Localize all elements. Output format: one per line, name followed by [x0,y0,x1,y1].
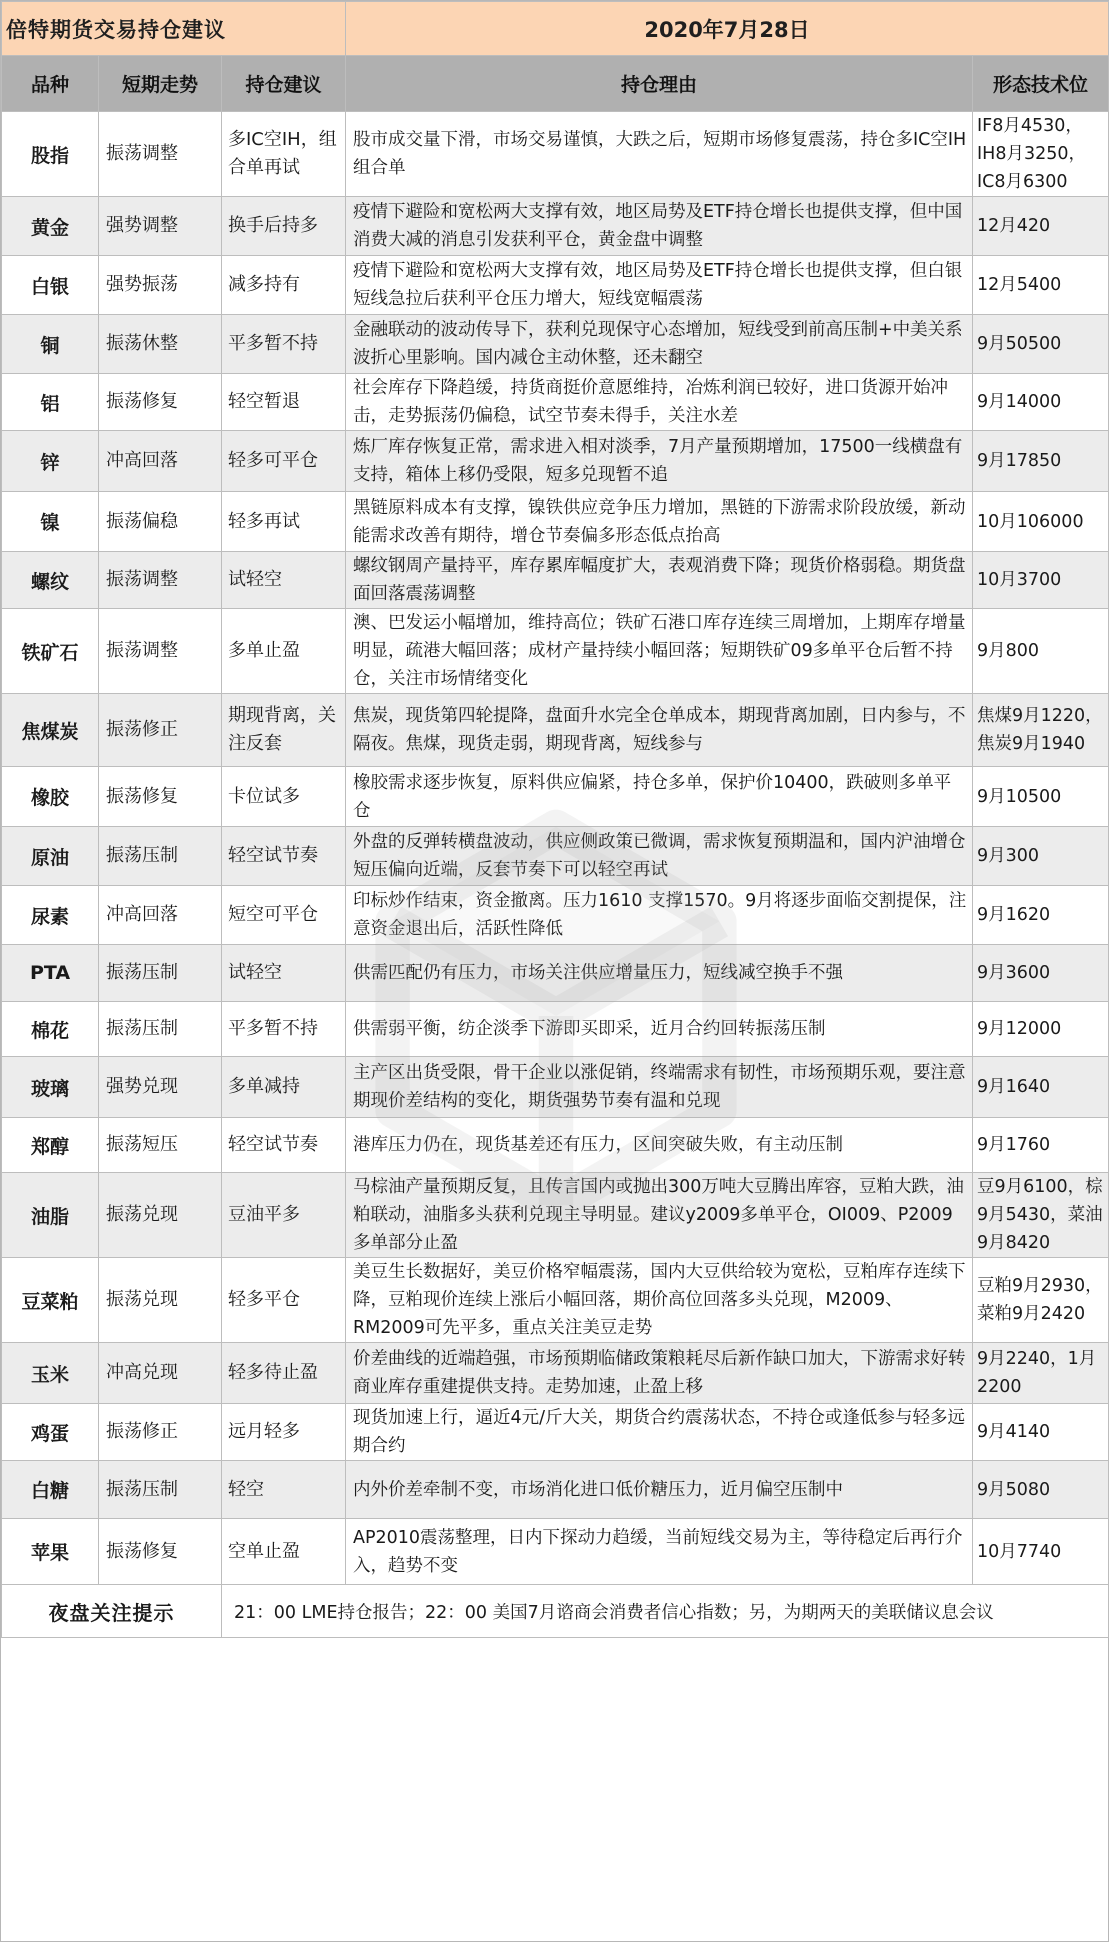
reason-cell: 螺纹钢周产量持平，库存累库幅度扩大，表观消费下降；现货价格弱稳。期货盘面回落震荡调整 [346,552,973,609]
trend-cell: 振荡兑现 [99,1258,222,1343]
advice-cell: 轻空试节奏 [222,827,346,886]
trend-cell: 振荡修正 [99,1404,222,1461]
tech-level-cell: 9月3600 [973,945,1109,1002]
reason-cell: 价差曲线的近端趋强，市场预期临储政策粮耗尽后新作缺口加大，下游需求好转商业库存重建提供支持。走势加速，止盈上移 [346,1343,973,1404]
table-row [2,767,1109,827]
tech-level-cell: 9月50500 [973,315,1109,374]
tech-level-cell: 9月5080 [973,1461,1109,1519]
title-row [2,2,1109,56]
table-row [2,945,1109,1002]
trend-cell: 振荡修复 [99,374,222,431]
table-row [2,1173,1109,1258]
advice-cell: 卡位试多 [222,767,346,827]
reason-cell: 印标炒作结束，资金撤离。压力1610 支撑1570。9月将逐步面临交割提保，注意资金退出后，活跃性降低 [346,886,973,945]
advice-cell: 轻多平仓 [222,1258,346,1343]
variety-cell: 铁矿石 [2,609,99,694]
reason-cell: 黑链原料成本有支撑，镍铁供应竞争压力增加，黑链的下游需求阶段放缓，新动能需求改善有期待，增仓节奏偏多形态低点抬高 [346,492,973,552]
reason-cell: 内外价差牵制不变，市场消化进口低价糖压力，近月偏空压制中 [346,1461,973,1519]
tech-level-cell: 10月3700 [973,552,1109,609]
trend-cell: 冲高兑现 [99,1343,222,1404]
tech-level-cell: 9月17850 [973,431,1109,492]
reason-cell: 澳、巴发运小幅增加，维持高位；铁矿石港口库存连续三周增加，上期库存增量明显，疏港大幅回落；成材产量持续小幅回落；短期铁矿09多单平仓后暂不持仓，关注市场情绪变化 [346,609,973,694]
reason-cell: 橡胶需求逐步恢复，原料供应偏紧，持仓多单，保护价10400，跌破则多单平仓 [346,767,973,827]
reason-cell: AP2010震荡整理，日内下探动力趋缓，当前短线交易为主，等待稳定后再行介入，趋势不变 [346,1519,973,1585]
trend-cell: 振荡压制 [99,1002,222,1057]
header-advice: 持仓建议 [222,56,346,112]
table-row [2,492,1109,552]
variety-cell: 橡胶 [2,767,99,827]
advice-cell: 平多暂不持 [222,315,346,374]
variety-cell: 锌 [2,431,99,492]
table-row [2,1002,1109,1057]
reason-cell: 金融联动的波动传导下，获利兑现保守心态增加，短线受到前高压制+中美关系波折心里影响。国内减仓主动休整，还未翻空 [346,315,973,374]
variety-cell: PTA [2,945,99,1002]
variety-cell: 股指 [2,112,99,197]
table-row [2,1258,1109,1343]
variety-cell: 螺纹 [2,552,99,609]
tech-level-cell: 12月5400 [973,256,1109,315]
header-tech-level: 形态技术位 [973,56,1109,112]
variety-cell: 鸡蛋 [2,1404,99,1461]
variety-cell: 苹果 [2,1519,99,1585]
advice-cell: 期现背离，关注反套 [222,694,346,767]
advice-cell: 轻空暂退 [222,374,346,431]
tech-level-cell: 9月1760 [973,1118,1109,1173]
table-body [2,112,1109,1585]
reason-cell: 马棕油产量预期反复，且传言国内或抛出300万吨大豆腾出库容，豆粕大跌，油粕联动，油脂多头获利兑现主导明显。建议y2009多单平仓，OI009、P2009多单部分止盈 [346,1173,973,1258]
tech-level-cell: 10月7740 [973,1519,1109,1585]
trend-cell: 强势兑现 [99,1057,222,1118]
variety-cell: 黄金 [2,197,99,256]
table-row [2,1519,1109,1585]
variety-cell: 镍 [2,492,99,552]
trend-cell: 振荡压制 [99,945,222,1002]
trend-cell: 冲高回落 [99,886,222,945]
variety-cell: 焦煤炭 [2,694,99,767]
advice-cell: 轻多待止盈 [222,1343,346,1404]
table-row [2,1461,1109,1519]
variety-cell: 豆菜粕 [2,1258,99,1343]
tech-level-cell: 10月106000 [973,492,1109,552]
table-row [2,827,1109,886]
variety-cell: 原油 [2,827,99,886]
advice-cell: 多单止盈 [222,609,346,694]
header-trend: 短期走势 [99,56,222,112]
trend-cell: 冲高回落 [99,431,222,492]
table-row [2,374,1109,431]
advice-cell: 短空可平仓 [222,886,346,945]
sheet-date: 2020年7月28日 [346,2,1109,56]
reason-cell: 股市成交量下滑，市场交易谨慎，大跌之后，短期市场修复震荡，持仓多IC空IH组合单 [346,112,973,197]
advice-cell: 远月轻多 [222,1404,346,1461]
reason-cell: 社会库存下降趋缓，持货商挺价意愿维持，冶炼利润已较好，进口货源开始冲击，走势振荡仍偏稳，试空节奏未得手，关注水差 [346,374,973,431]
reason-cell: 疫情下避险和宽松两大支撑有效，地区局势及ETF持仓增长也提供支撑，但中国消费大减的消息引发获利平仓，黄金盘中调整 [346,197,973,256]
trend-cell: 振荡休整 [99,315,222,374]
header-reason: 持仓理由 [346,56,973,112]
advice-cell: 多IC空IH，组合单再试 [222,112,346,197]
advice-cell: 轻空试节奏 [222,1118,346,1173]
advice-cell: 空单止盈 [222,1519,346,1585]
tech-level-cell: 9月12000 [973,1002,1109,1057]
header-row [2,56,1109,112]
advice-table [1,1,1109,1638]
advice-cell: 试轻空 [222,552,346,609]
header-variety: 品种 [2,56,99,112]
tech-level-cell: 9月1640 [973,1057,1109,1118]
reason-cell: 供需弱平衡，纺企淡季下游即买即采，近月合约回转振荡压制 [346,1002,973,1057]
tech-level-cell: 豆9月6100，棕9月5430，菜油9月8420 [973,1173,1109,1258]
reason-cell: 焦炭，现货第四轮提降，盘面升水完全仓单成本，期现背离加剧，日内参与，不隔夜。焦煤，现货走弱，期现背离，短线参与 [346,694,973,767]
trend-cell: 强势调整 [99,197,222,256]
tech-level-cell: 9月10500 [973,767,1109,827]
advice-cell: 轻多再试 [222,492,346,552]
advice-cell: 试轻空 [222,945,346,1002]
tech-level-cell: 9月2240，1月2200 [973,1343,1109,1404]
trend-cell: 振荡调整 [99,552,222,609]
footer-row [2,1585,1109,1638]
variety-cell: 棉花 [2,1002,99,1057]
variety-cell: 玻璃 [2,1057,99,1118]
trend-cell: 振荡调整 [99,609,222,694]
table-row [2,609,1109,694]
advice-cell: 轻多可平仓 [222,431,346,492]
variety-cell: 玉米 [2,1343,99,1404]
tech-level-cell: 12月420 [973,197,1109,256]
tech-level-cell: 9月800 [973,609,1109,694]
trend-cell: 振荡调整 [99,112,222,197]
reason-cell: 现货加速上行，逼近4元/斤大关，期货合约震荡状态，不持仓或逢低参与轻多远期合约 [346,1404,973,1461]
sheet-title: 倍特期货交易持仓建议 [2,2,346,56]
tech-level-cell: 9月14000 [973,374,1109,431]
night-session-label: 夜盘关注提示 [2,1585,222,1638]
trend-cell: 强势振荡 [99,256,222,315]
variety-cell: 油脂 [2,1173,99,1258]
table-row [2,1057,1109,1118]
variety-cell: 尿素 [2,886,99,945]
reason-cell: 美豆生长数据好，美豆价格窄幅震荡，国内大豆供给较为宽松，豆粕库存连续下降，豆粕现价连续上涨后小幅回落，期价高位回落多头兑现，M2009、RM2009可先平多，重点关注美豆走势 [346,1258,973,1343]
reason-cell: 炼厂库存恢复正常，需求进入相对淡季，7月产量预期增加，17500一线横盘有支持，箱体上移仍受限，短多兑现暂不追 [346,431,973,492]
table-row [2,112,1109,197]
reason-cell: 供需匹配仍有压力，市场关注供应增量压力，短线减空换手不强 [346,945,973,1002]
variety-cell: 铜 [2,315,99,374]
advice-cell: 减多持有 [222,256,346,315]
trend-cell: 振荡偏稳 [99,492,222,552]
night-session-notes: 21：00 LME持仓报告；22：00 美国7月谘商会消费者信心指数；另，为期两天的美联储议息会议 [222,1585,1109,1638]
reason-cell: 港库压力仍在，现货基差还有压力，区间突破失败，有主动压制 [346,1118,973,1173]
advice-cell: 轻空 [222,1461,346,1519]
table-row [2,1343,1109,1404]
table-row [2,694,1109,767]
tech-level-cell: IF8月4530，IH8月3250，IC8月6300 [973,112,1109,197]
advice-cell: 多单减持 [222,1057,346,1118]
trend-cell: 振荡修复 [99,767,222,827]
table-row [2,552,1109,609]
reason-cell: 疫情下避险和宽松两大支撑有效，地区局势及ETF持仓增长也提供支撑，但白银短线急拉后获利平仓压力增大，短线宽幅震荡 [346,256,973,315]
table-row [2,886,1109,945]
trend-cell: 振荡压制 [99,1461,222,1519]
tech-level-cell: 9月300 [973,827,1109,886]
advice-cell: 换手后持多 [222,197,346,256]
table-row [2,256,1109,315]
tech-level-cell: 9月4140 [973,1404,1109,1461]
variety-cell: 白银 [2,256,99,315]
table-row [2,1404,1109,1461]
tech-level-cell: 9月1620 [973,886,1109,945]
advice-cell: 豆油平多 [222,1173,346,1258]
variety-cell: 铝 [2,374,99,431]
tech-level-cell: 豆粕9月2930，菜粕9月2420 [973,1258,1109,1343]
trend-cell: 振荡压制 [99,827,222,886]
table-row [2,431,1109,492]
trend-cell: 振荡修正 [99,694,222,767]
reason-cell: 主产区出货受限，骨干企业以涨促销，终端需求有韧性，市场预期乐观，要注意期现价差结构的变化，期货强势节奏有温和兑现 [346,1057,973,1118]
table-row [2,197,1109,256]
table-row [2,1118,1109,1173]
advice-cell: 平多暂不持 [222,1002,346,1057]
trend-cell: 振荡短压 [99,1118,222,1173]
trend-cell: 振荡兑现 [99,1173,222,1258]
tech-level-cell: 焦煤9月1220，焦炭9月1940 [973,694,1109,767]
reason-cell: 外盘的反弹转横盘波动，供应侧政策已微调，需求恢复预期温和，国内沪油增仓短压偏向近端，反套节奏下可以轻空再试 [346,827,973,886]
table-row [2,315,1109,374]
variety-cell: 白糖 [2,1461,99,1519]
trend-cell: 振荡修复 [99,1519,222,1585]
variety-cell: 郑醇 [2,1118,99,1173]
